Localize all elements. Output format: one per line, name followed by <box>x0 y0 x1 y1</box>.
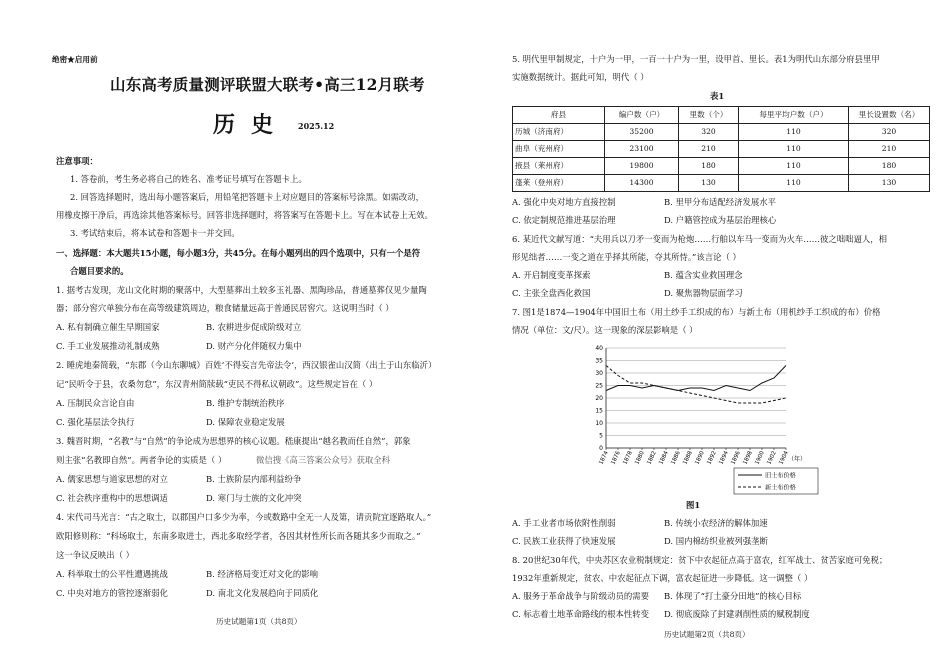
q4-option-d[interactable]: D. 南北文化发展趋向于同质化 <box>206 588 319 598</box>
q2-option-b[interactable]: B. 维护专制统治秩序 <box>206 398 285 408</box>
q8-stem-line-1: 8. 20世纪30年代，中央苏区农业税制规定：贫下中农起征点高于富农，红军战士、贫苦家庭可免税； <box>512 555 888 565</box>
x-axis-ticks <box>598 448 790 466</box>
q3-option-b[interactable]: B. 士族阶层内部利益纷争 <box>206 474 302 484</box>
table-cell: 历城（济南府） <box>513 124 605 141</box>
table-cell: 180 <box>679 158 739 175</box>
page-footer-left: 历史试题第1页（共8页） <box>216 617 302 626</box>
chart-legend <box>734 468 818 494</box>
q6-stem-line-1: 6. 某近代文献写道：“夫用兵以刀矛一变而为枪炮……行舶以车马一变而为火车……彼之咄咄逼人，相 <box>512 234 888 244</box>
y-tick-label: 25 <box>595 382 603 390</box>
q4-option-a[interactable]: A. 科举取士的公平性遭遇挑战 <box>56 569 168 579</box>
price-line-chart <box>584 340 844 500</box>
table-cell: 掖县（莱州府） <box>513 158 605 175</box>
table-caption: 表1 <box>710 91 725 101</box>
table-row <box>513 175 930 192</box>
q3-stem-line-1: 3. 魏晋时期，“名教”与“自然”的争论成为思想界的核心议题。嵇康提出“越名教而任自然”，郭象 <box>56 436 411 446</box>
table-cell: 曲阜（兖州府） <box>513 141 605 158</box>
legend-label-new-cloth: 新土布价格 <box>765 484 796 492</box>
table-row <box>513 124 930 141</box>
table-header-cell: 编户数（户） <box>605 107 679 124</box>
y-tick-label: 10 <box>595 420 603 427</box>
note-2-line-1: 2. 回答选择题时，选出每小题答案后，用铅笔把答题卡上对应题目的答案标号涂黑。如需改动， <box>70 192 425 202</box>
table-cell: 210 <box>849 141 930 158</box>
table-cell: 130 <box>679 175 739 192</box>
table-cell: 110 <box>739 141 849 158</box>
q7-option-a[interactable]: A. 手工业者市场依附性削弱 <box>512 518 616 528</box>
q6-option-c[interactable]: C. 主张全盘西化救国 <box>512 288 591 298</box>
chart-grid <box>606 348 786 448</box>
table-cell: 180 <box>849 158 930 175</box>
table-cell: 320 <box>679 124 739 141</box>
y-tick-label: 35 <box>595 357 603 365</box>
table-cell: 130 <box>849 175 930 192</box>
y-axis-ticks <box>595 345 603 452</box>
y-tick-label: 40 <box>595 345 603 352</box>
x-tick-label: 1874 <box>598 450 610 466</box>
x-tick-label: 1890 <box>694 450 706 466</box>
y-tick-label: 5 <box>599 432 603 440</box>
table-header-cell: 每里平均户数（户） <box>739 107 849 124</box>
legend-label-old-cloth: 旧土布价格 <box>765 472 796 480</box>
x-tick-label: 1902 <box>766 450 778 466</box>
q7-stem-line-2: 情况（单位：文/尺）。这一现象的深层影响是（ ） <box>512 325 698 335</box>
x-tick-label: 1896 <box>730 450 742 466</box>
x-tick-label: 1882 <box>646 450 658 466</box>
q3-stem-line-2: 则主张“名教即自然”。两者争论的实质是（ ） <box>56 455 227 465</box>
section-1-heading: 一、选择题：本大题共15小题，每小题3分，共45分。在每小题列出的四个选项中，只有一个是符 <box>56 248 421 258</box>
chart-series-group <box>606 366 786 404</box>
q8-option-c[interactable]: C. 标志着土地革命路线的根本性转变 <box>512 609 650 619</box>
confidential-label: 绝密★启用前 <box>52 55 98 64</box>
table-cell: 110 <box>739 175 849 192</box>
q4-stem-line-1: 4. 宋代司马光言：“古之取士，以郡国户口多少为率，今或数路中全无一人及第，请贡院宜逐路取人。” <box>56 512 432 522</box>
x-tick-label: 1884 <box>658 450 670 466</box>
x-axis-unit: （年） <box>788 456 807 463</box>
q1-stem-line-2: 器；部分窖穴单独分布在高等级建筑周边，粮食储量远高于普通民居窖穴。这说明当时（ ） <box>56 303 394 313</box>
table-header-cell: 府县 <box>513 107 605 124</box>
q5-option-a[interactable]: A. 强化中央对地方直接控制 <box>512 197 616 207</box>
q8-option-d[interactable]: D. 彻底废除了封建剥削性质的赋税制度 <box>664 609 810 619</box>
table-cell: 210 <box>679 141 739 158</box>
q6-option-d[interactable]: D. 聚焦器物层面学习 <box>664 288 743 298</box>
q2-option-a[interactable]: A. 压制民众言论自由 <box>56 398 135 408</box>
q5-stem-line-1: 5. 明代里甲制规定，十户为一甲，一百一十户为一里，设甲首、里长。表1为明代山东部分府县里甲 <box>512 54 880 64</box>
q3-option-a[interactable]: A. 儒家思想与道家思想的对立 <box>56 474 168 484</box>
table-cell: 110 <box>739 124 849 141</box>
q3-option-d[interactable]: D. 寒门与士族的文化冲突 <box>206 493 302 503</box>
x-tick-label: 1904 <box>778 450 790 466</box>
notes-heading: 注意事项： <box>56 156 98 166</box>
exam-date: 2025.12 <box>298 121 335 131</box>
q6-option-a[interactable]: A. 开启制度变革探索 <box>512 270 591 280</box>
x-tick-label: 1876 <box>610 450 622 466</box>
table-row <box>513 158 930 175</box>
subject-title: 历史 <box>213 112 290 138</box>
x-tick-label: 1880 <box>634 450 646 466</box>
q2-stem-line-1: 2. 睡虎地秦简载，“东郡（今山东聊城）百姓‘不得妄言先帝法令’，西汉银雀山汉简（出土于山东临沂） <box>56 360 437 370</box>
table-header-cell: 里数（个） <box>679 107 739 124</box>
q7-option-b[interactable]: B. 传统小农经济的解体加速 <box>664 518 768 528</box>
q5-stem-line-2: 实施数据统计。据此可知，明代（ ） <box>512 72 649 82</box>
x-tick-label: 1892 <box>706 450 718 466</box>
table-cell: 蓬莱（登州府） <box>513 175 605 192</box>
q7-stem-line-1: 7. 图1是1874—1904年中国旧土布（用土纱手工织成的布）与新土布（用机纱手工织成的布）价格 <box>512 307 881 317</box>
table-header-cell: 里长设置数（名） <box>849 107 930 124</box>
q7-option-c[interactable]: C. 民族工业获得了快速发展 <box>512 536 616 546</box>
q5-option-b[interactable]: B. 里甲分布适配经济发展水平 <box>664 197 776 207</box>
table-cell: 19800 <box>605 158 679 175</box>
table-cell: 110 <box>739 158 849 175</box>
series-line-new-cloth <box>606 366 786 404</box>
note-3: 3. 考试结束后，将本试卷和答题卡一并交回。 <box>70 228 240 238</box>
section-1-heading-cont: 合题目要求的。 <box>70 266 129 276</box>
x-tick-label: 1898 <box>742 450 754 466</box>
q4-stem-line-3: 这一争议反映出（ ） <box>56 550 135 560</box>
q2-option-d[interactable]: D. 保障农业稳定发展 <box>206 417 285 427</box>
q1-option-a[interactable]: A. 私有制确立催生早期国家 <box>56 322 160 332</box>
x-tick-label: 1886 <box>670 450 682 466</box>
q8-option-a[interactable]: A. 服务于革命战争与阶级动员的需要 <box>512 591 649 601</box>
q1-option-b[interactable]: B. 农耕进步促成阶级对立 <box>206 322 302 332</box>
q5-option-d[interactable]: D. 户籍管控成为基层治理核心 <box>664 215 777 225</box>
note-1: 1. 答卷前，考生务必将自己的姓名、准考证号填写在答题卡上。 <box>70 174 307 184</box>
note-2-line-2: 用橡皮擦干净后，再选涂其他答案标号。回答非选择题时，将答案写在答题卡上。写在本试卷上无效。 <box>56 210 433 220</box>
q8-stem-line-2: 1932年重新规定，贫农、中农起征点下调，富农起征进一步降低。这一调整（ ） <box>512 573 813 583</box>
figure-caption: 图1 <box>686 500 701 510</box>
y-tick-label: 15 <box>595 407 603 415</box>
table-cell: 14300 <box>605 175 679 192</box>
watermark-text: 微信搜《高三答案公众号》获取全科 <box>256 455 390 465</box>
q1-option-d[interactable]: D. 财产分化伴随权力集中 <box>206 341 302 351</box>
page-footer-right: 历史试题第2页（共8页） <box>664 630 750 639</box>
series-line-old-cloth <box>606 366 786 391</box>
q4-option-c[interactable]: C. 中央对地方的管控逐渐弱化 <box>56 588 168 598</box>
q2-stem-line-2: 记“民听令于县，农桑勿怠”，东汉青州简牍载“吏民不得私议朝政”。这些规定旨在（ ） <box>56 379 378 389</box>
y-tick-label: 20 <box>595 395 603 402</box>
q7-option-d[interactable]: D. 国内棉纺织业被列强垄断 <box>664 536 768 546</box>
q6-option-b[interactable]: B. 蕴含实业救国理念 <box>664 270 743 280</box>
q6-stem-line-2: 形见绌者……一变之道在乎择其所能，夺其所恃。”该言论（ ） <box>512 252 741 262</box>
y-tick-label: 0 <box>599 445 603 452</box>
q1-option-c[interactable]: C. 手工业发展推动礼制成熟 <box>56 341 160 351</box>
table-cell: 320 <box>849 124 930 141</box>
q3-option-c[interactable]: C. 社会秩序重构中的思想调适 <box>56 493 168 503</box>
exam-title: 山东高考质量测评联盟大联考•高三12月联考 <box>110 75 425 94</box>
x-tick-label: 1878 <box>622 450 634 466</box>
table-cell: 23100 <box>605 141 679 158</box>
x-tick-label: 1894 <box>718 450 730 466</box>
table-row <box>513 141 930 158</box>
q5-option-c[interactable]: C. 依定制规范推进基层治理 <box>512 215 616 225</box>
page-right <box>488 0 950 672</box>
q4-option-b[interactable]: B. 经济格局变迁对文化的影响 <box>206 569 318 579</box>
table-header-row <box>513 107 930 124</box>
table-cell: 35200 <box>605 124 679 141</box>
x-tick-label: 1900 <box>754 450 766 466</box>
x-tick-label: 1888 <box>682 450 694 466</box>
y-tick-label: 30 <box>595 370 603 377</box>
q1-stem-line-1: 1. 据考古发现，龙山文化时期的聚落中，大型墓葬出土较多玉礼器、黑陶珍品，普通墓葬仅见少量陶 <box>56 285 427 295</box>
data-table <box>512 106 930 192</box>
q4-stem-line-2: 欧阳修则称：“科场取士，东南多取进士，西北多取经学者，各因其材性所长而各随其多少而取之。” <box>56 531 421 541</box>
q8-option-b[interactable]: B. 体现了“打土豪分田地”的核心目标 <box>664 591 802 601</box>
q2-option-c[interactable]: C. 强化基层法令执行 <box>56 417 135 427</box>
